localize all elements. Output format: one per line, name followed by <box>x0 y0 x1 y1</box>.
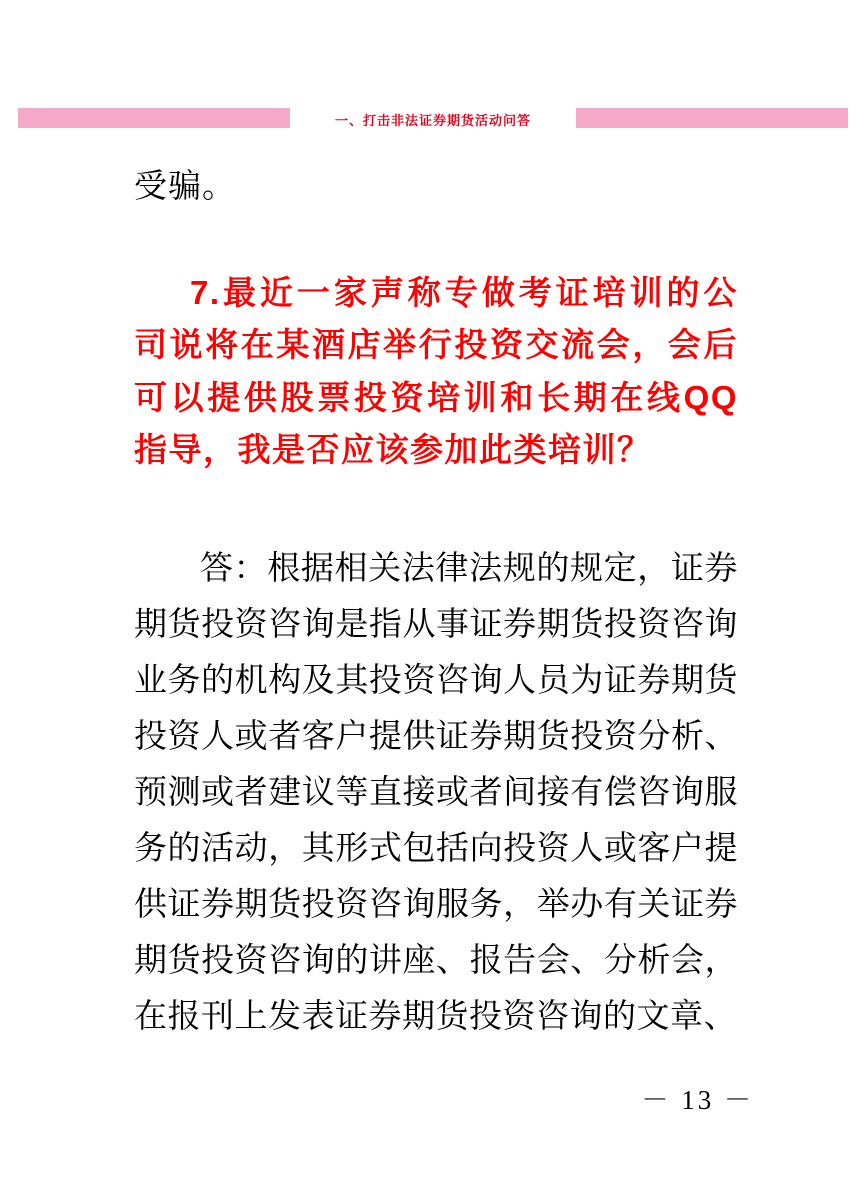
continued-paragraph: 受骗。 <box>134 169 236 205</box>
answer-paragraph: 答：根据相关法律法规的规定，证券期货投资咨询是指从事证券期货投资咨询业务的机构及其投资咨询人员为证券期货投资人或者客户提供证券期货投资分析、预测或者建议等直接或者间接有偿咨询服务的活动，其形式包括向投资人或客户提供证券期货投资咨询服务，举办有关证券期货投资咨询的讲座、报告会、分析会，在报刊上发表证券期货投资咨询的文章、 <box>134 551 738 1035</box>
question-heading <box>134 267 738 477</box>
running-header <box>0 108 866 130</box>
question-text-before: 最近一家声称专做考证培训的公司说将在某酒店举行投资交流会，会后可以提供股票投资培训和长期在线 <box>134 276 738 417</box>
question-qq-label: QQ <box>683 379 738 416</box>
question-number: 7. <box>190 274 221 311</box>
header-decoration-right <box>576 108 848 128</box>
question-text-after: 指导，我是否应该参加此类培训？ <box>134 433 652 469</box>
page-number: － 13 － <box>641 1085 754 1115</box>
header-title: 一、打击非法证券期货活动问答 <box>325 110 541 129</box>
header-decoration-left <box>18 108 290 128</box>
page-content <box>134 160 738 1045</box>
